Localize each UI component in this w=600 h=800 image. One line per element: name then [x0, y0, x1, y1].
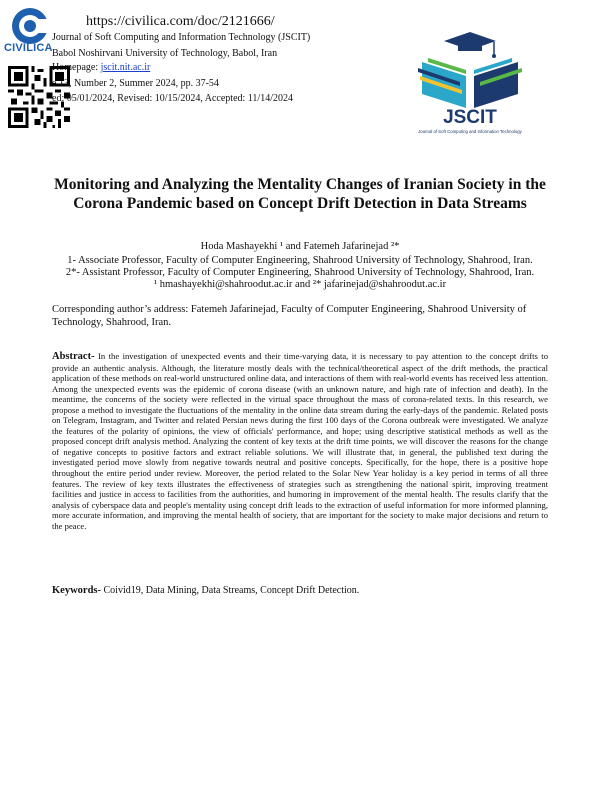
journal-homepage: [52, 62, 150, 74]
affiliation-1: 1- Associate Professor, Faculty of Computer Engineering, Shahrood University of Technology, Shahrood, Iran.: [67, 255, 533, 266]
homepage-link[interactable]: jscit.nit.ac.ir: [100, 62, 151, 73]
jscit-logo-icon: [408, 28, 532, 136]
abstract-label: Abstract-: [52, 351, 95, 362]
homepage-label: Homepage:: [52, 62, 101, 73]
journal-university: Babol Noshirvani University of Technology, Babol, Iran: [52, 48, 278, 59]
journal-name: Journal of Soft Computing and Information Technology (JSCIT): [52, 32, 311, 43]
jscit-logo-caption: Journal of Soft Computing and Information Technology: [418, 129, 522, 134]
corresponding-address: Corresponding author’s address: Fatemeh Jafarinejad, Faculty of Computer Engineering, Shahrood University of Technology, Shahrood, Iran.: [52, 304, 527, 328]
abstract: [52, 351, 548, 531]
paper-title: Monitoring and Analyzing the Mentality Changes of Iranian Society in the Corona Pandemic based on Concept Drift Detection in Data Streams: [54, 176, 546, 212]
paper-authors: Hoda Mashayekhi ¹ and Fatemeh Jafarinejad ²*: [200, 241, 400, 252]
jscit-logo-text: JSCIT: [443, 107, 497, 128]
keywords-text: Coivid19, Data Mining, Data Streams, Concept Drift Detection.: [101, 585, 360, 596]
journal-volume: e 13, Number 2, Summer 2024, pp. 37-54: [52, 78, 219, 89]
author-emails: ¹ hmashayekhi@shahroodut.ac.ir and ²* jafarinejad@shahroodut.ac.ir: [153, 279, 447, 290]
keywords-label: Keywords-: [52, 585, 101, 596]
affiliation-2: 2*- Assistant Professor, Faculty of Computer Engineering, Shahrood University of Technology, Shahrood, Iran.: [65, 267, 535, 278]
civilica-brand: CIVILICA: [4, 42, 53, 54]
civilica-doc-url[interactable]: https://civilica.com/doc/2121666/: [86, 14, 275, 29]
keywords: [52, 585, 548, 597]
journal-dates: ed: 05/01/2024, Revised: 10/15/2024, Accepted: 11/14/2024: [52, 93, 293, 104]
abstract-text: In the investigation of unexpected events and their time-varying data, it is necessary to pay attention to the concept drifts to provide an authentic analysis. Although, the literature mostly deals with the technical/theoretical aspect of the drift methods, the practical application of these methods on real-world unstructured online data, and interactions of them with real-world events has received less attention. Among the unexpected events was the epidemic of corona disease (with an unknown nature, and high rate of infection and death). In the meantime, the concerns of the society were reflected in the virtual space throughout the mass of corona-related texts. In this research, we propose a method to investigate the fluctuations of the mentality in the online data stream during the early-days of the pandemic. Related posts on Telegram, Instagram, and Twitter and related Persian news during the first 100 days of the Corona outbreak were investigated. We analyze the features of the polarity of opinions, the view of officials' performance, and hope; using descriptive statistical methods as well as the proposed concept drift analysis method. Analyzing the content of key texts at the drift time points, we will discover the reasons for the change of negative concepts to positive factors and extract reliable solutions. We will illustrate that, in general, the published text during the investigated period move slowly from negative towards neutral and positive concepts. Specifically, for the hope, there is a positive hope throughout the entire period under review. Moreover, the period related to the Solar New Year holiday is a key period in terms of all three features. The review of key texts illustrates the effectiveness of strategies such as strengthening the national spirit, improving treatment facilities and justice in access to facilities from the authorities, and humoring in improvement of the mental health. The results clarify that the analysis of cyberspace data and people's mentality using concept drift leads to the extraction of useful information for more informed planning, more accurate information, and improving the mental health of society, that are important for the society to make major decisions and return to the peace.: [52, 351, 548, 531]
